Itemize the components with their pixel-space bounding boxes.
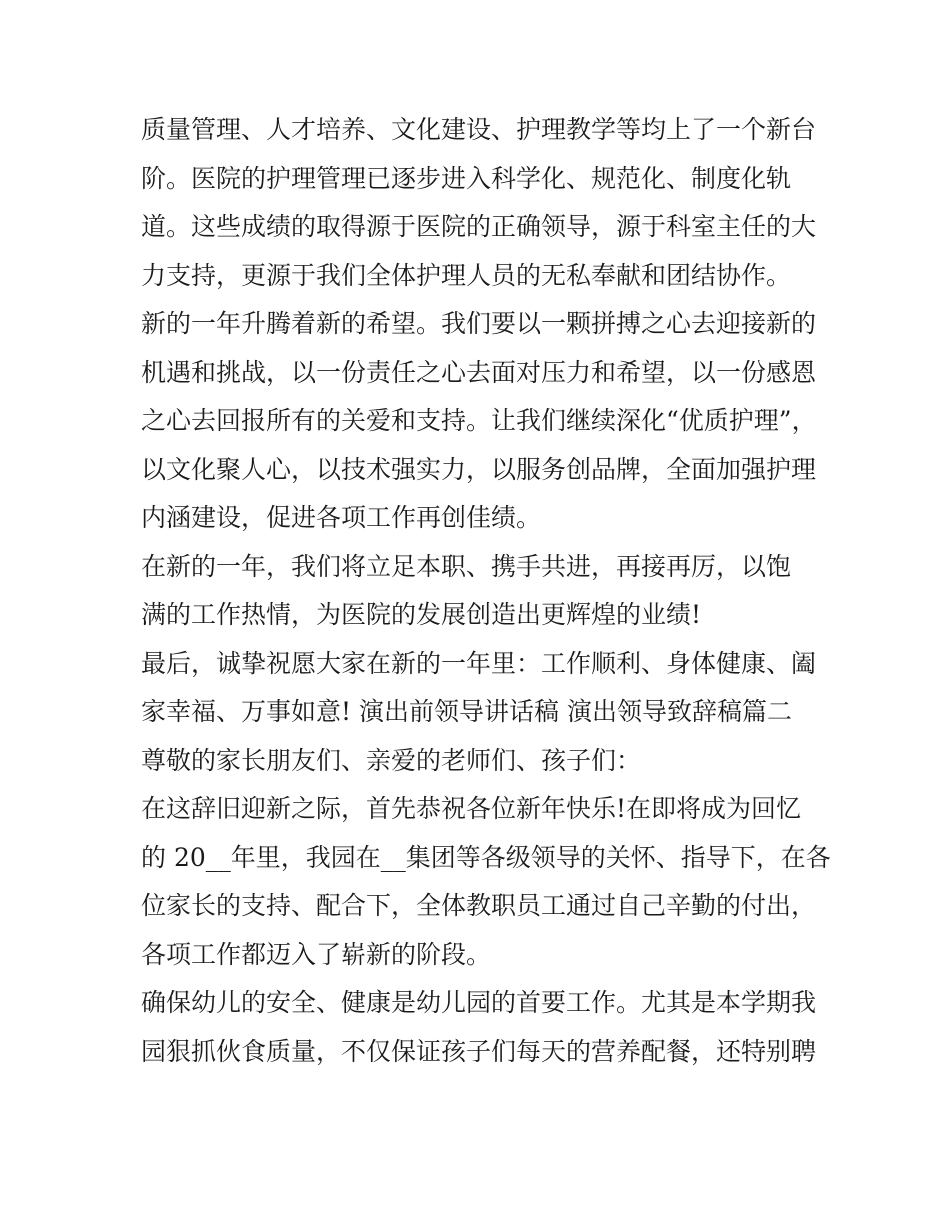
text-line: 家幸福、万事如意! 演出前领导讲话稿 演出领导致辞稿篇二 [141,697,792,726]
text-line: 机遇和挑战，以一份责任之心去面对压力和希望，以一份感恩 [141,357,817,387]
text-line: 确保幼儿的安全、健康是幼儿园的首要工作。尤其是本学期我 [141,988,817,1017]
text-line: 尊敬的家长朋友们、亲爱的老师们、孩子们： [141,745,642,775]
text-line: 位家长的支持、配合下，全体教职员工通过自己辛勤的付出， [141,891,817,920]
text-line: 力支持，更源于我们全体护理人员的无私奉献和团结协作。 [141,260,792,290]
text-line: 在这辞旧迎新之际，首先恭祝各位新年快乐!在即将成为回忆 [141,794,802,823]
text-line: 内涵建设，促进各项工作再创佳绩。 [141,503,542,532]
text-line: 在新的一年，我们将立足本职、携手共进，再接再厉，以饱 [141,551,792,581]
text-line: 各项工作都迈入了崭新的阶段。 [141,939,492,969]
text-line: 新的一年升腾着新的希望。我们要以一颗拼搏之心去迎接新的 [141,309,817,338]
text-line: 满的工作热情，为医院的发展创造出更辉煌的业绩! [141,600,702,629]
text-line: 之心去回报所有的关爱和支持。让我们继续深化“优质护理”， [141,406,817,435]
text-line: 的 20__年里，我园在__集团等各级领导的关怀、指导下，在各 [141,842,831,872]
text-line: 以文化聚人心，以技术强实力，以服务创品牌，全面加强护理 [141,454,817,484]
text-line: 最后，诚挚祝愿大家在新的一年里：工作顺利、身体健康、阖 [141,648,817,678]
text-line: 道。这些成绩的取得源于医院的正确领导，源于科室主任的大 [141,212,817,241]
text-line: 园狠抓伙食质量，不仅保证孩子们每天的营养配餐，还特别聘 [141,1036,817,1066]
text-line: 质量管理、人才培养、文化建设、护理教学等均上了一个新台 [141,115,817,144]
text-line: 阶。医院的护理管理已逐步进入科学化、规范化、制度化轨 [141,163,792,193]
body-text [141,106,831,1076]
